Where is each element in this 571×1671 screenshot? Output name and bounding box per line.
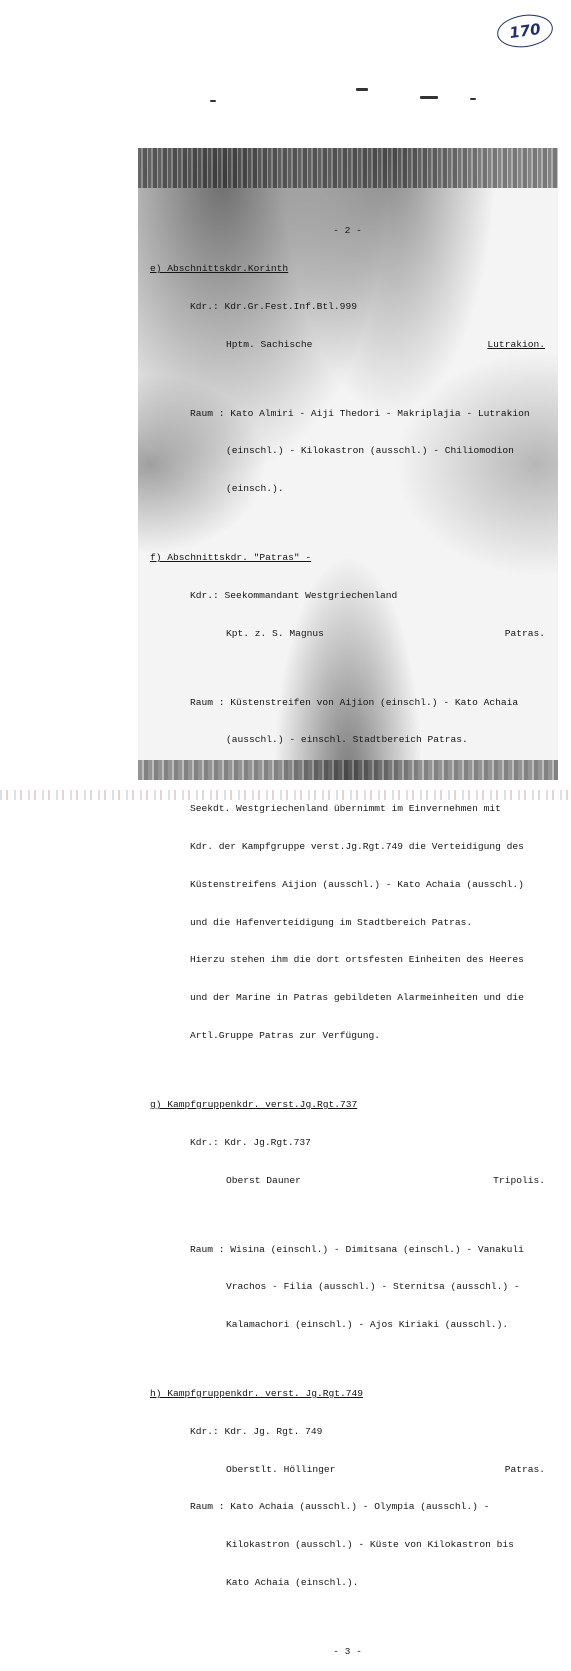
section-e-area-2: (einschl.) - Kilokastron (ausschl.) - Chiliomodion	[226, 445, 514, 457]
section-h-area-3: Kato Achaia (einschl.).	[226, 1576, 359, 1588]
section-e-area-3: (einsch.).	[226, 483, 284, 495]
page-number-header: - 2 -	[333, 225, 362, 237]
section-f-name-row	[150, 628, 545, 641]
scan-noise-top	[138, 148, 558, 188]
document-body	[150, 200, 545, 1671]
section-g-commander: Kdr.: Kdr. Jg.Rgt.737	[190, 1136, 311, 1148]
section-e-commander: Kdr.: Kdr.Gr.Fest.Inf.Btl.999	[190, 300, 357, 312]
section-h-area-1: Raum : Kato Achaia (ausschl.) - Olympia (ausschl.) -	[190, 1501, 490, 1513]
section-h-name-row	[150, 1464, 545, 1477]
scan-speck	[356, 88, 368, 91]
section-g-area-3: Kalamachori (einschl.) - Ajos Kiriaki (ausschl.).	[226, 1319, 509, 1331]
section-h-commander: Kdr.: Kdr. Jg. Rgt. 749	[190, 1425, 323, 1437]
scanner-color-strip	[0, 790, 571, 800]
section-e-area-1: Raum : Kato Almiri - Aiji Thedori - Makriplajia - Lutrakion	[190, 407, 530, 419]
section-h-name: Oberstlt. Höllinger	[226, 1463, 336, 1475]
section-f-area-2: (ausschl.) - einschl. Stadtbereich Patras.	[226, 734, 468, 746]
section-f-commander: Kdr.: Seekommandant Westgriechenland	[190, 589, 398, 601]
section-g-place: Tripolis.	[493, 1174, 545, 1186]
section-f-paragraph-1: Seekdt. Westgriechenland übernimmt im Einvernehmen mit	[190, 803, 501, 815]
section-f-paragraph-2: Kdr. der Kampfgruppe verst.Jg.Rgt.749 die Verteidigung des	[190, 841, 524, 853]
section-e-title: e) Abschnittskdr.Korinth	[150, 262, 289, 274]
section-h-title: h) Kampfgruppenkdr. verst. Jg.Rgt.749	[150, 1388, 364, 1400]
section-h-place: Patras.	[504, 1463, 545, 1475]
section-f-paragraph-5: Hierzu stehen ihm die dort ortsfesten Einheiten des Heeres	[190, 954, 524, 966]
section-f-place: Patras.	[504, 627, 545, 639]
section-g-name-row	[150, 1175, 545, 1188]
section-f-paragraph-6: und der Marine in Patras gebildeten Alarmeinheiten und die	[190, 992, 524, 1004]
section-h-area-2: Kilokastron (ausschl.) - Küste von Kilokastron bis	[226, 1539, 514, 1551]
section-f-area-1: Raum : Küstenstreifen von Aijion (einschl.) - Kato Achaia	[190, 696, 519, 708]
section-f-paragraph-4: und die Hafenverteidigung im Stadtbereich Patras.	[190, 916, 473, 928]
page-number-footer: - 3 -	[333, 1645, 362, 1657]
scan-speck	[420, 96, 438, 99]
section-g-area-1: Raum : Wisina (einschl.) - Dimitsana (einschl.) - Vanakuli	[190, 1243, 524, 1255]
section-e-name-row	[150, 339, 545, 352]
scan-speck	[470, 98, 476, 100]
section-e-name: Hptm. Sachische	[226, 338, 313, 350]
section-f-title: f) Abschnittskdr. "Patras" -	[150, 552, 312, 564]
section-g-area-2: Vrachos - Filia (ausschl.) - Sternitsa (ausschl.) -	[226, 1281, 520, 1293]
section-e-place: Lutrakion.	[487, 338, 545, 350]
section-f-name: Kpt. z. S. Magnus	[226, 627, 324, 639]
archive-page-number-stamp: 170	[495, 11, 555, 50]
section-g-name: Oberst Dauner	[226, 1174, 301, 1186]
section-f-paragraph-3: Küstenstreifens Aijion (ausschl.) - Kato Achaia (ausschl.)	[190, 878, 524, 890]
scan-speck	[210, 100, 216, 102]
section-f-paragraph-7: Artl.Gruppe Patras zur Verfügung.	[190, 1030, 380, 1041]
section-g-title: g) Kampfgruppenkdr. verst.Jg.Rgt.737	[150, 1098, 358, 1110]
